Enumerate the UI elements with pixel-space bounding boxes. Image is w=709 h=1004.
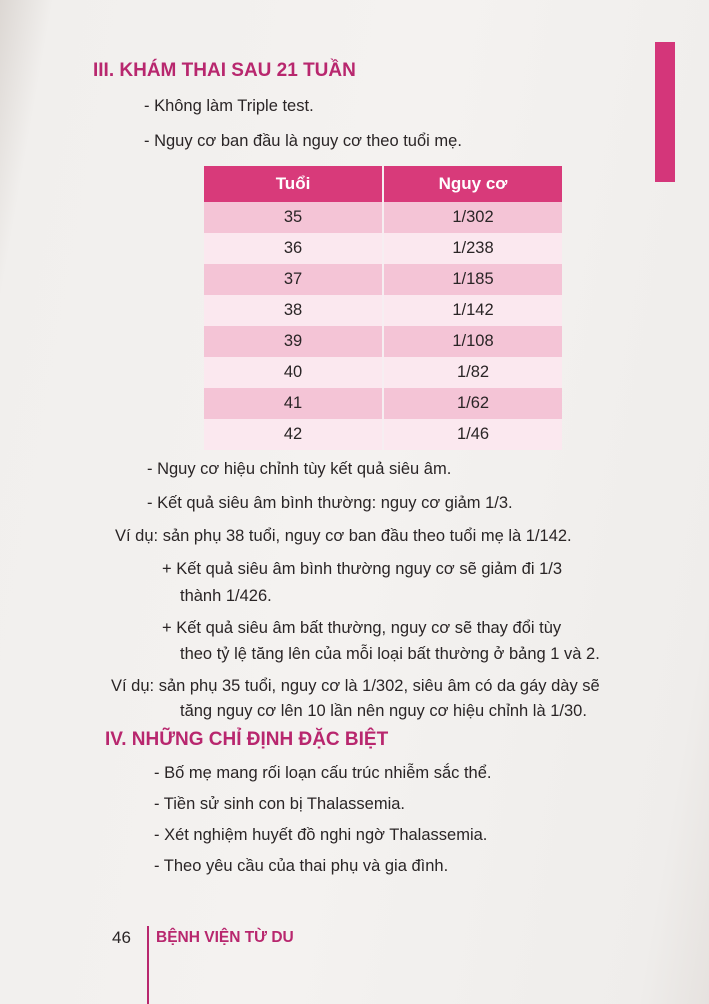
cell-age: 38 (204, 295, 383, 326)
table-row (204, 233, 562, 264)
cell-age: 36 (204, 233, 383, 264)
cell-age: 40 (204, 357, 383, 388)
normal-ultrasound-line: - Kết quả siêu âm bình thường: nguy cơ giảm 1/3. (147, 494, 513, 512)
cell-risk: 1/108 (383, 326, 562, 357)
risk-by-age-table (204, 166, 562, 450)
section-3-title: III. KHÁM THAI SAU 21 TUẦN (93, 60, 356, 81)
cell-risk: 1/62 (383, 388, 562, 419)
example-2-line-1: Ví dụ: sản phụ 35 tuổi, nguy cơ là 1/302, siêu âm có da gáy dày sẽ (111, 677, 600, 695)
special-indication-item: - Theo yêu cầu của thai phụ và gia đình. (154, 857, 449, 875)
page-number: 46 (112, 928, 131, 947)
header-age: Tuổi (204, 166, 383, 202)
table-header-row (204, 166, 562, 202)
cell-risk: 1/302 (383, 202, 562, 233)
table-row (204, 388, 562, 419)
table-row (204, 202, 562, 233)
section-3-line-2: - Nguy cơ ban đầu là nguy cơ theo tuổi mẹ. (144, 132, 462, 150)
section-3-line-1: - Không làm Triple test. (144, 97, 314, 115)
cell-risk: 1/185 (383, 264, 562, 295)
adjusted-risk-line: - Nguy cơ hiệu chỉnh tùy kết quả siêu âm. (147, 460, 452, 478)
cell-age: 35 (204, 202, 383, 233)
cell-risk: 1/46 (383, 419, 562, 450)
table-row (204, 357, 562, 388)
cell-risk: 1/238 (383, 233, 562, 264)
footer-divider (147, 926, 149, 1004)
cell-risk: 1/82 (383, 357, 562, 388)
special-indication-item: - Tiền sử sinh con bị Thalassemia. (154, 795, 406, 813)
hospital-name: BỆNH VIỆN TỪ DU (156, 929, 294, 946)
sub-point-2-line-2: theo tỷ lệ tăng lên của mỗi loại bất thường ở bảng 1 và 2. (180, 645, 600, 663)
example-2-line-2: tăng nguy cơ lên 10 lần nên nguy cơ hiệu chỉnh là 1/30. (180, 702, 587, 720)
cell-risk: 1/142 (383, 295, 562, 326)
sub-point-1-line-2: thành 1/426. (180, 587, 272, 605)
sub-point-2-line-1: + Kết quả siêu âm bất thường, nguy cơ sẽ thay đổi tùy (162, 619, 562, 637)
section-4-title: IV. NHỮNG CHỈ ĐỊNH ĐẶC BIỆT (105, 729, 389, 750)
sub-point-1-line-1: + Kết quả siêu âm bình thường nguy cơ sẽ giảm đi 1/3 (162, 560, 563, 578)
table-row (204, 419, 562, 450)
cell-age: 39 (204, 326, 383, 357)
special-indication-item: - Bố mẹ mang rối loạn cấu trúc nhiễm sắc thể. (154, 764, 492, 782)
table-row (204, 264, 562, 295)
cell-age: 41 (204, 388, 383, 419)
table-row (204, 295, 562, 326)
example-1-line: Ví dụ: sản phụ 38 tuổi, nguy cơ ban đầu theo tuổi mẹ là 1/142. (115, 527, 572, 545)
table-row (204, 326, 562, 357)
cell-age: 37 (204, 264, 383, 295)
cell-age: 42 (204, 419, 383, 450)
special-indication-item: - Xét nghiệm huyết đồ nghi ngờ Thalassemia. (154, 826, 488, 844)
header-risk: Nguy cơ (383, 166, 562, 202)
chapter-tab-marker (655, 42, 675, 182)
